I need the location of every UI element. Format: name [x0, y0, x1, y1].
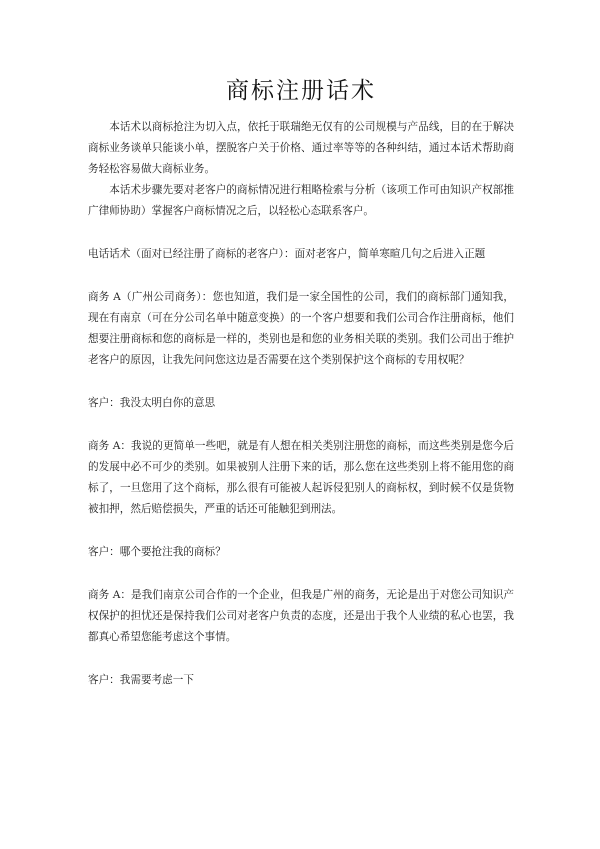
dialogue-line-sales-2: 商务 A：我说的更简单一些吧，就是有人想在相关类别注册您的商标，而这些类别是您今后的发展中必不可少的类别。如果被别人注册下来的话，那么您在这些类别上将不能用您的商标了，一旦您用了这个商标，那么很有可能被人起诉侵犯别人的商标权，到时候不仅是货物被扣押，然后赔偿损失，严重的话还可能触犯到刑法。 [88, 440, 514, 515]
page-title: 商标注册话术 [226, 78, 376, 104]
blank-line [88, 222, 514, 244]
phone-script-heading: 电话话术（面对已经注册了商标的老客户）：面对老客户，简单寒暄几句之后进入正题 [88, 248, 486, 260]
dialogue-line-sales-1: 商务 A（广州公司商务）：您也知道，我们是一家全国性的公司，我们的商标部门通知我，现在有南京（可在分公司名单中随意变换）的一个客户想要和我们公司合作注册商标，他们想要注册商标和您的商标是一样的，类别也是和您的业务相关联的类别。我们公司出于维护老客户的原因，让我先问问您这边是否需要在这个类别保护这个商标的专用权呢？ [88, 291, 514, 366]
dialogue-line-sales-3: 商务 A：是我们南京公司合作的一个企业，但我是广州的商务，无论是出于对您公司知识产权保护的担忧还是保持我们公司对老客户负责的态度，还是出于我个人业绩的私心也罢，我都真心希望您能考虑这个事情。 [88, 589, 514, 643]
intro-paragraph-1: 本话术以商标抢注为切入点，依托于联瑞绝无仅有的公司规模与产品线，目的在于解决商标业务谈单只能谈小单，摆脱客户关于价格、通过率等等的各种纠结，通过本话术帮助商务轻松容易做大商标业务。 [88, 121, 514, 175]
dialogue-line-customer-2: 客户：哪个要抢注我的商标？ [88, 546, 226, 558]
dialogue-line-customer-3: 客户：我需要考虑一下 [88, 674, 194, 686]
dialogue-line-customer-1: 客户：我没太明白你的意思 [88, 397, 216, 409]
intro-paragraph-2: 本话术步骤先要对老客户的商标情况进行粗略检索与分析（该项工作可由知识产权部推广律师协助）掌握客户商标情况之后，以轻松心态联系客户。 [88, 184, 514, 217]
